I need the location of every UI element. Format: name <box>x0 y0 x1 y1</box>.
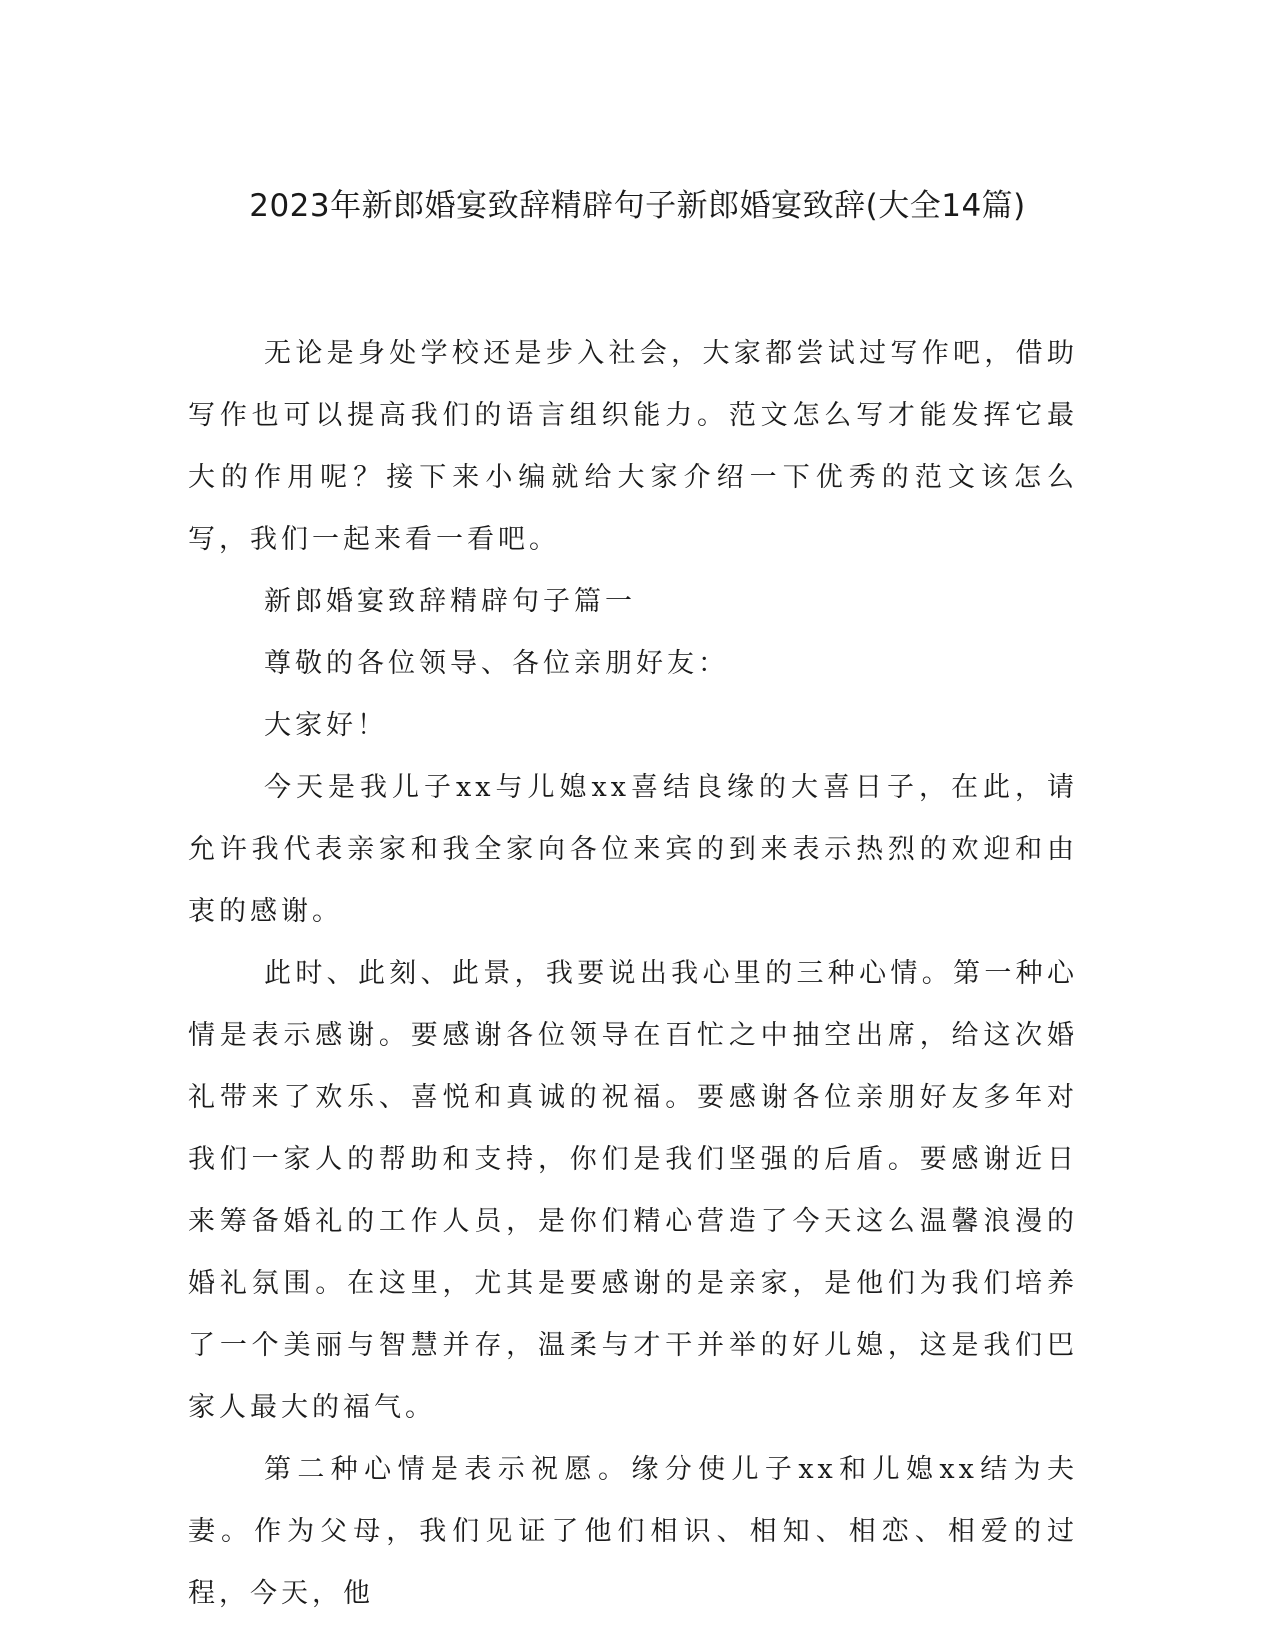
salutation: 尊敬的各位领导、各位亲朋好友： <box>264 648 729 679</box>
section-heading: 新郎婚宴致辞精辟句子篇一 <box>264 586 636 617</box>
document-title: 2023年新郎婚宴致辞精辟句子新郎婚宴致辞(大全14篇) <box>249 188 1026 224</box>
greeting: 大家好！ <box>264 710 388 741</box>
body-paragraph: 第二种心情是表示祝愿。缘分使儿子xx和儿媳xx结为夫妻。作为父母，我们见证了他们相识、相知、相恋、相爱的过程，今天，他 <box>188 1454 1078 1609</box>
intro-paragraph: 无论是身处学校还是步入社会，大家都尝试过写作吧，借助写作也可以提高我们的语言组织能力。范文怎么写才能发挥它最大的作用呢？接下来小编就给大家介绍一下优秀的范文该怎么写，我们一起来看一看吧。 <box>188 338 1078 555</box>
body-paragraph: 此时、此刻、此景，我要说出我心里的三种心情。第一种心情是表示感谢。要感谢各位领导在百忙之中抽空出席，给这次婚礼带来了欢乐、喜悦和真诚的祝福。要感谢各位亲朋好友多年对我们一家人的帮助和支持，你们是我们坚强的后盾。要感谢近日来筹备婚礼的工作人员，是你们精心营造了今天这么温馨浪漫的婚礼氛围。在这里，尤其是要感谢的是亲家，是他们为我们培养了一个美丽与智慧并存，温柔与才干并举的好儿媳，这是我们巴家人最大的福气。 <box>188 958 1078 1423</box>
body-paragraph: 今天是我儿子xx与儿媳xx喜结良缘的大喜日子，在此，请允许我代表亲家和我全家向各位来宾的到来表示热烈的欢迎和由衷的感谢。 <box>188 772 1078 927</box>
document-body <box>188 323 1078 1625</box>
